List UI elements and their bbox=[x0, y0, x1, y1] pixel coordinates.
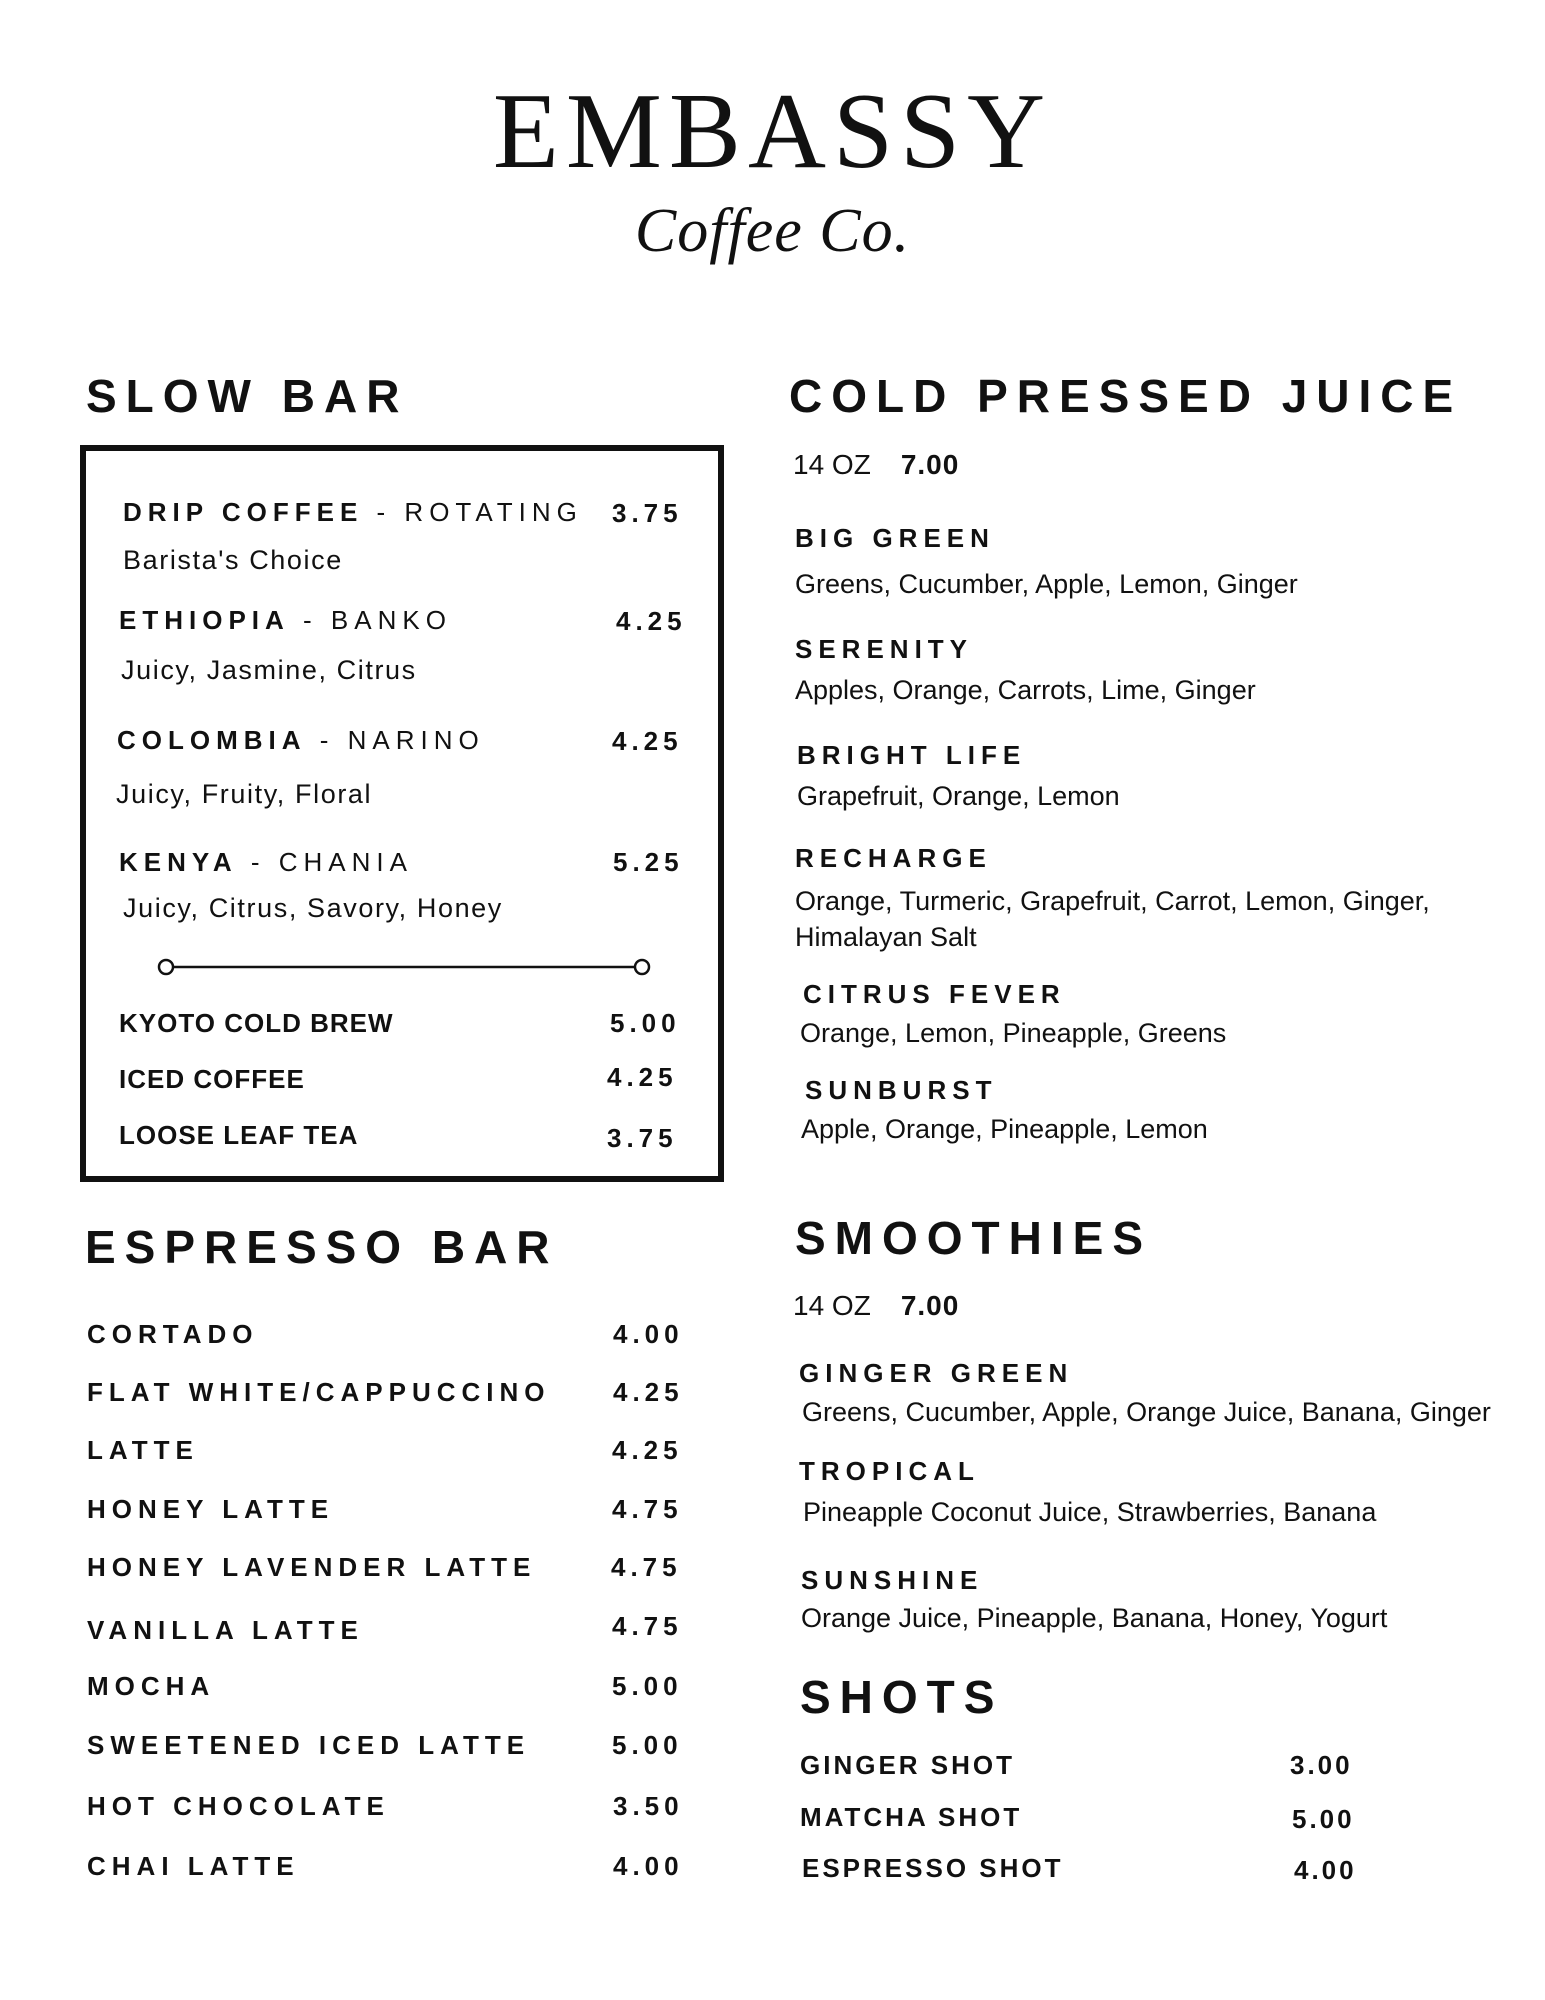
espresso-item-price: 5.00 bbox=[612, 1671, 683, 1701]
slow-bar-extra-name: KYOTO COLD BREW bbox=[119, 1008, 394, 1038]
espresso-item-name: VANILLA LATTE bbox=[87, 1615, 364, 1645]
espresso-item-price: 4.75 bbox=[612, 1494, 683, 1524]
slow-bar-extra-price: 3.75 bbox=[607, 1123, 678, 1153]
juice-size-price: 14 OZ 7.00 bbox=[793, 449, 960, 480]
slow-bar-extra-price: 5.00 bbox=[610, 1008, 681, 1038]
juice-item-desc: Grapefruit, Orange, Lemon bbox=[797, 781, 1120, 811]
espresso-item-price: 4.25 bbox=[613, 1377, 684, 1407]
espresso-item-name: CHAI LATTE bbox=[87, 1851, 300, 1881]
espresso-item-price: 5.00 bbox=[612, 1730, 683, 1760]
juice-item-desc: Apples, Orange, Carrots, Lime, Ginger bbox=[795, 675, 1256, 705]
espresso-item-name: LATTE bbox=[87, 1435, 199, 1465]
espresso-item-price: 4.00 bbox=[613, 1851, 684, 1881]
shot-item-price: 5.00 bbox=[1292, 1804, 1355, 1834]
juice-item-name: BIG GREEN bbox=[795, 523, 995, 553]
slow-bar-item-price: 4.25 bbox=[616, 606, 687, 636]
juice-item-desc: Greens, Cucumber, Apple, Lemon, Ginger bbox=[795, 569, 1298, 599]
espresso-bar-title: ESPRESSO BAR bbox=[85, 1221, 559, 1273]
slow-bar-title: SLOW BAR bbox=[86, 370, 409, 422]
slow-bar-item-desc: Juicy, Fruity, Floral bbox=[116, 779, 373, 809]
brand-subtitle: Coffee Co. bbox=[634, 197, 911, 265]
smoothie-item-name: SUNSHINE bbox=[801, 1565, 984, 1595]
espresso-item-price: 4.75 bbox=[612, 1611, 683, 1641]
juice-item-name: RECHARGE bbox=[795, 843, 992, 873]
juice-item-name: SUNBURST bbox=[805, 1075, 998, 1105]
juice-item-name: BRIGHT LIFE bbox=[797, 740, 1027, 770]
shot-item-price: 3.00 bbox=[1290, 1750, 1353, 1780]
espresso-item-price: 4.25 bbox=[612, 1435, 683, 1465]
juice-item-desc: Apple, Orange, Pineapple, Lemon bbox=[801, 1114, 1208, 1144]
slow-bar-item-name: COLOMBIA - NARINO bbox=[117, 725, 485, 755]
espresso-item-name: HONEY LAVENDER LATTE bbox=[87, 1552, 537, 1582]
espresso-item-price: 4.00 bbox=[613, 1319, 684, 1349]
slow-bar-item-desc: Juicy, Jasmine, Citrus bbox=[121, 655, 417, 685]
espresso-item-name: FLAT WHITE/CAPPUCCINO bbox=[87, 1377, 551, 1407]
slow-bar-item-price: 4.25 bbox=[612, 726, 683, 756]
slow-bar-item-name: DRIP COFFEE - ROTATING bbox=[123, 497, 583, 527]
juice-item-name: CITRUS FEVER bbox=[803, 979, 1066, 1009]
cold-pressed-juice-title: COLD PRESSED JUICE bbox=[789, 370, 1463, 422]
slow-bar-item-price: 5.25 bbox=[613, 847, 684, 877]
slow-bar-extra-name: ICED COFFEE bbox=[119, 1064, 305, 1094]
espresso-item-name: HOT CHOCOLATE bbox=[87, 1791, 390, 1821]
smoothies-title: SMOOTHIES bbox=[795, 1212, 1153, 1264]
shot-item-name: ESPRESSO SHOT bbox=[802, 1853, 1064, 1883]
espresso-item-price: 4.75 bbox=[611, 1552, 682, 1582]
slow-bar-item-name: ETHIOPIA - BANKO bbox=[119, 605, 452, 635]
shot-item-name: GINGER SHOT bbox=[800, 1750, 1016, 1780]
slow-bar-item-desc: Barista's Choice bbox=[123, 545, 343, 575]
shots-title: SHOTS bbox=[800, 1671, 1004, 1723]
slow-bar-extra-name: LOOSE LEAF TEA bbox=[119, 1120, 359, 1150]
espresso-item-price: 3.50 bbox=[613, 1791, 684, 1821]
smoothie-size-price: 14 OZ 7.00 bbox=[793, 1290, 960, 1321]
slow-bar-item-name: KENYA - CHANIA bbox=[119, 847, 413, 877]
shot-item-name: MATCHA SHOT bbox=[800, 1802, 1023, 1832]
slow-bar-extra-price: 4.25 bbox=[607, 1062, 678, 1092]
espresso-item-name: MOCHA bbox=[87, 1671, 216, 1701]
espresso-item-name: SWEETENED ICED LATTE bbox=[87, 1730, 531, 1760]
smoothie-item-desc: Greens, Cucumber, Apple, Orange Juice, Banana, Ginger bbox=[802, 1397, 1491, 1427]
brand-name: EMBASSY bbox=[492, 72, 1053, 191]
espresso-item-name: CORTADO bbox=[87, 1319, 259, 1349]
juice-item-name: SERENITY bbox=[795, 634, 974, 664]
juice-item-desc: Orange, Turmeric, Grapefruit, Carrot, Lemon, Ginger, Himalayan Salt bbox=[795, 886, 1430, 952]
smoothie-item-name: GINGER GREEN bbox=[799, 1358, 1074, 1388]
smoothie-item-desc: Orange Juice, Pineapple, Banana, Honey, Yogurt bbox=[801, 1603, 1388, 1633]
smoothie-item-name: TROPICAL bbox=[799, 1456, 980, 1486]
slow-bar-divider bbox=[157, 956, 651, 978]
shot-item-price: 4.00 bbox=[1294, 1855, 1357, 1885]
slow-bar-item-price: 3.75 bbox=[612, 498, 683, 528]
espresso-item-name: HONEY LATTE bbox=[87, 1494, 335, 1524]
slow-bar-item-desc: Juicy, Citrus, Savory, Honey bbox=[123, 893, 503, 923]
juice-item-desc: Orange, Lemon, Pineapple, Greens bbox=[800, 1018, 1227, 1048]
smoothie-item-desc: Pineapple Coconut Juice, Strawberries, Banana bbox=[803, 1497, 1377, 1527]
